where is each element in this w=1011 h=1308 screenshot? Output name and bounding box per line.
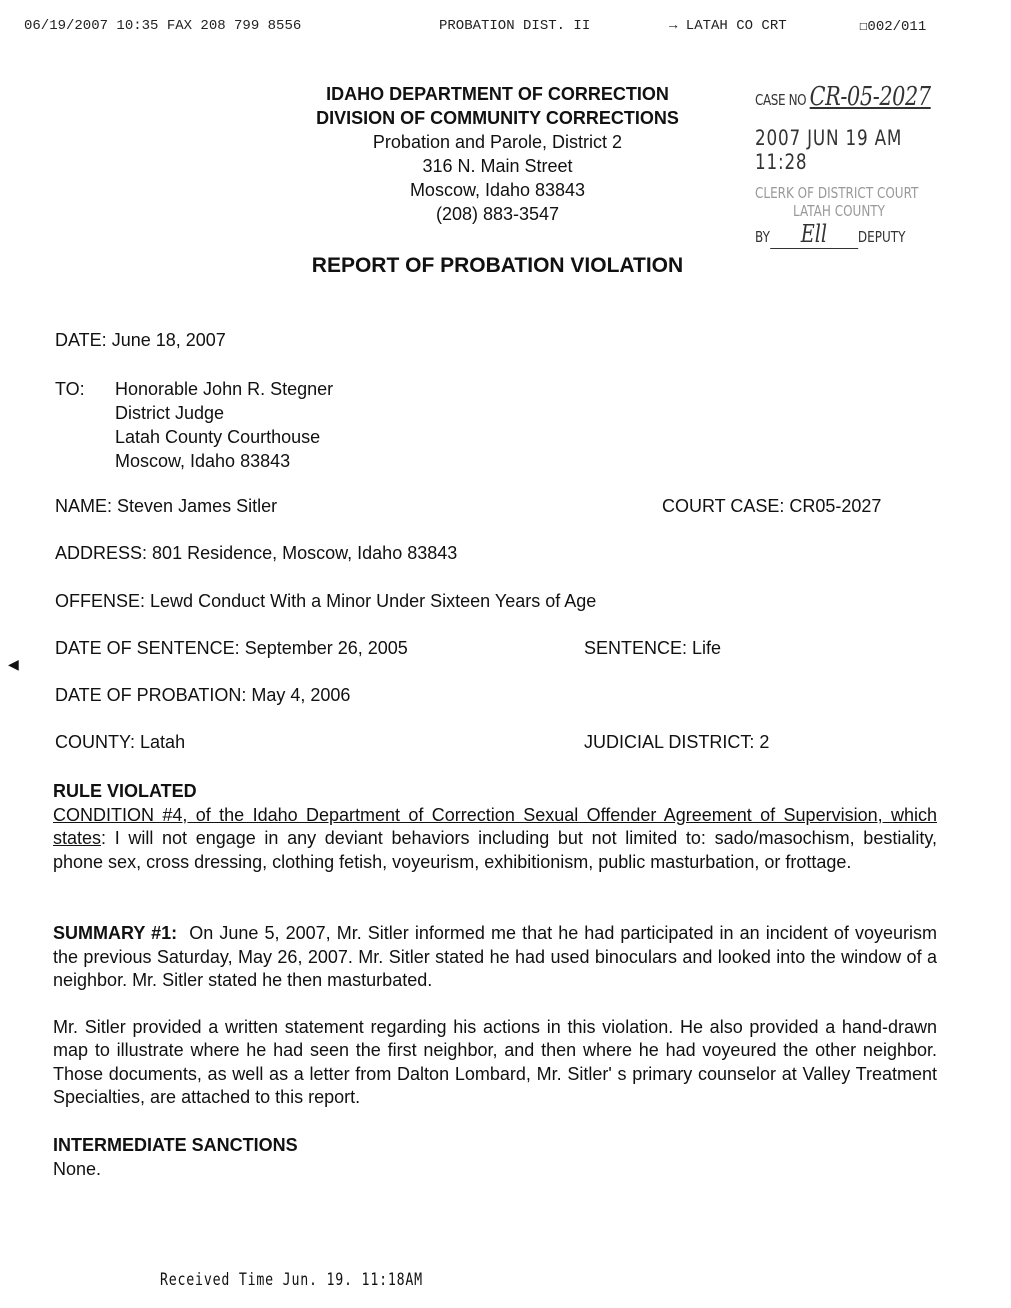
agency-line-4: 316 N. Main Street [422,156,573,176]
judicial-district-label: JUDICIAL DISTRICT: [584,732,755,752]
fax-recipient: → LATAH CO CRT [669,18,787,34]
address-label: ADDRESS: [55,543,148,563]
sentence-label: SENTENCE: [584,638,688,658]
case-number-handwritten: CR-05-2027 [809,82,931,112]
by-line [755,220,939,249]
summary-heading: SUMMARY #1: [53,923,178,943]
agency-line-1: IDAHO DEPARTMENT OF CORRECTION [326,84,669,104]
intermediate-sanctions-section [53,1134,937,1181]
name-label: NAME: [55,496,113,516]
deputy-signature: Ell [770,220,858,249]
date-of-probation-value: May 4, 2006 [251,685,351,705]
intermediate-sanctions-value: None. [53,1158,102,1179]
recipient-block [55,377,333,473]
filed-timestamp: 2007 JUN 19 AM 11:28 [755,126,903,174]
report-title: REPORT OF PROBATION VIOLATION [311,254,684,277]
court-case-label: COURT CASE: [662,496,785,516]
recipient-name: Honorable John R. Stegner [115,379,334,399]
recipient-city: Moscow, Idaho 83843 [115,451,291,471]
offense-row [55,591,596,612]
judicial-district-field [584,732,769,753]
name-value: Steven James Sitler [117,496,278,516]
date-label: DATE: [55,330,107,350]
fax-datetime-number: 06/19/2007 10:35 FAX 208 799 8556 [24,18,302,34]
rule-violated-heading: RULE VIOLATED [53,781,197,801]
county-label: COUNTY: [55,732,136,752]
case-label: CASE NO [755,91,807,109]
date-of-sentence-value: September 26, 2005 [244,638,408,658]
sentence-value: Life [692,638,722,658]
address-value: 801 Residence, Moscow, Idaho 83843 [152,543,458,563]
clerk-label: CLERK OF DISTRICT COURT [755,184,919,202]
condition-text: : I will not engage in any deviant behaviors including but not limited to: sado/masochism, bestiality, phone sex, cross dressing, clothing fetish, voyeurism, exhibitionism, public masturbation, or frottage. [53,828,937,872]
intermediate-sanctions-heading: INTERMEDIATE SANCTIONS [53,1135,298,1155]
rule-violated-text [53,804,937,875]
summary-text-1: On June 5, 2007, Mr. Sitler informed me that he had participated in an incident of voyeurism the previous Saturday, May 26, 2007. Mr. Sitler stated he had used binoculars and looked into the window of a neighbor. Mr. Sitler stated he then masturbated. [53,923,937,990]
summary-section [53,922,937,1110]
condition-reference: CONDITION #4, of the Idaho Department of Correction Sexual Offender Agreement of Supervision, which states [53,804,937,848]
date-value: June 18, 2007 [111,330,226,350]
summary-paragraph-2: Mr. Sitler provided a written statement regarding his actions in this violation. He also provided a hand-drawn map to illustrate where he had seen the first neighbor, and then where he had voyeured the other neighbor. Those documents, as well as a letter from Dalton Lombard, Mr. Sitler' s primary counselor at Valley Treatment Specialties, are attached to this report. [53,1016,937,1107]
rule-violated-section [53,780,937,874]
judicial-district-value: 2 [759,732,770,752]
agency-line-3: Probation and Parole, District 2 [372,132,623,152]
date-of-sentence-label: DATE OF SENTENCE: [55,638,240,658]
agency-line-2: DIVISION OF COMMUNITY CORRECTIONS [316,108,679,128]
case-number-line [755,82,939,112]
agency-header [270,82,725,226]
address-row [55,543,457,564]
to-label: TO: [55,379,85,399]
court-case-value: CR05-2027 [789,496,882,516]
date-row [55,330,226,351]
name-row [55,496,882,517]
left-arrow-icon: ◀ [8,656,19,672]
agency-line-6: (208) 883-3547 [435,204,560,224]
summary-paragraph-1 [53,922,937,993]
offense-value: Lewd Conduct With a Minor Under Sixteen Years of Age [150,591,597,611]
county-row [55,732,770,753]
fax-page: ☐002/011 [859,19,927,35]
recipient-courthouse: Latah County Courthouse [115,427,321,447]
received-time-footer: Received Time Jun. 19. 11:18AM [160,1270,423,1290]
fax-sender: PROBATION DIST. II [439,18,591,34]
recipient-title: District Judge [115,403,225,423]
filing-stamp [755,82,985,249]
probation-date-row [55,685,350,706]
county-label: LATAH COUNTY [793,202,885,220]
court-case-field [662,496,881,517]
sentence-field [584,638,721,659]
sentence-row [55,638,722,659]
fax-header [24,18,971,36]
offense-label: OFFENSE: [55,591,146,611]
date-of-probation-label: DATE OF PROBATION: [55,685,247,705]
deputy-label: DEPUTY [857,228,906,246]
by-label: BY [755,228,770,246]
county-value: Latah [140,732,186,752]
agency-line-5: Moscow, Idaho 83843 [409,180,586,200]
